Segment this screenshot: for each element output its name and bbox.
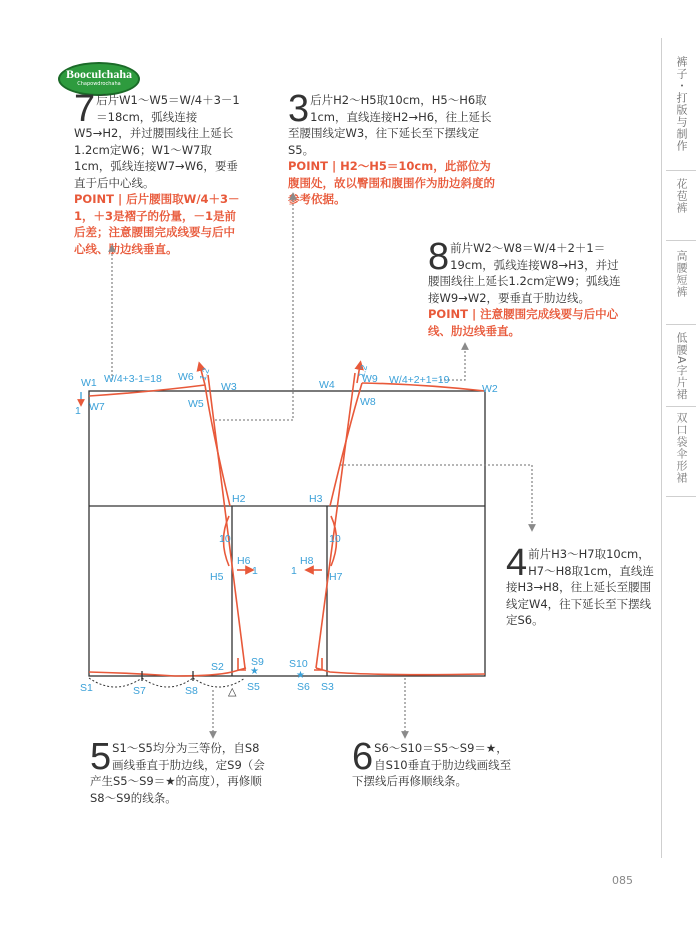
step-number-5: 5 — [90, 736, 112, 778]
star-mark-back: ★ — [250, 666, 259, 677]
label-h5: H5 — [210, 571, 224, 583]
sidebar-separator — [666, 240, 696, 241]
note-3-text: 后片H2～H5取10cm，H5～H6取1cm，直线连接H2→H6，往上延长至腰围线定W3，往下延长至下摆线定S5。 — [288, 93, 492, 157]
label-w7: W7 — [89, 401, 105, 413]
sidebar-separator — [666, 170, 696, 171]
label-one-w: 1 — [75, 405, 81, 417]
step-number-4: 4 — [506, 542, 528, 584]
sidebar-tab-1-label: 花苞裤 — [675, 178, 688, 214]
label-1-2-right: 1.2 — [356, 363, 370, 379]
step-number-6: 6 — [352, 736, 374, 778]
draft-frame — [89, 391, 485, 676]
outer-rectangle — [89, 391, 485, 676]
note-4-text: 前片H3～H7取10cm，H7～H8取1cm，直线连接H3→H8，往上延长至腰围线定W4，往下延长至下摆线定S6。 — [506, 547, 654, 627]
label-s7: S7 — [133, 685, 146, 697]
page-number: 085 — [612, 874, 633, 887]
label-w8: W8 — [360, 396, 376, 408]
step-number-3: 3 — [288, 88, 310, 130]
division-arc-3 — [193, 678, 245, 687]
sidebar-tab-2-label: 高腰短裤 — [675, 250, 688, 298]
sidebar-tab-4[interactable] — [662, 412, 700, 496]
step-number-7: 7 — [74, 88, 96, 130]
label-h6: H6 — [237, 555, 251, 567]
label-s6: S6 — [297, 681, 310, 693]
sidebar-separator — [666, 324, 696, 325]
label-w2: W2 — [482, 383, 498, 395]
sidebar-tab-2[interactable] — [662, 250, 700, 320]
label-1-2-left: 1.2 — [197, 366, 212, 382]
note-8-point: POINT | 注意腰围完成线要与后中心线、肋边线垂直。 — [428, 307, 619, 338]
label-w9: W9 — [362, 373, 378, 385]
label-s1: S1 — [80, 682, 93, 694]
note-8-text: 前片W2～W8＝W/4＋2＋1＝19cm，弧线连接W8→H3，并过腰围线往上延长1.2cm定W9；弧线连接W9→W2，要垂直于肋边线。 — [428, 241, 621, 305]
note-7-text: 后片W1～W5＝W/4＋3－1＝18cm，弧线连接W5→H2，并过腰围线往上延长1.2cm定W6；W1～W7取1cm，弧线连接W7→W6，要垂直于后中心线。 — [74, 93, 240, 190]
hem-division-arcs — [89, 678, 245, 687]
publisher-logo: Booculchaha Chapowdrochaha — [58, 62, 140, 96]
label-front-waist-formula: W/4+2+1=19 — [389, 374, 450, 386]
note-7-point: POINT | 后片腰围取W/4＋3－1，＋3是褶子的份量，－1是前后差；注意腰围完成线要与后中心线、肋边线垂直。 — [74, 192, 240, 256]
label-s2: S2 — [211, 661, 224, 673]
point-labels — [75, 364, 498, 697]
label-h3: H3 — [309, 493, 323, 505]
sidebar-tab-3-label: 低腰A字片裙 — [675, 332, 688, 401]
note-5-text: S1～S5均分为三等份，自S8画线垂直于肋边线，定S9（会产生S5～S9＝★的高度），再修顺S8～S9的线条。 — [90, 741, 265, 805]
label-back-waist-formula: W/4+3-1=18 — [104, 373, 162, 385]
label-ten-right: 10 — [329, 533, 341, 545]
label-s3: S3 — [321, 681, 334, 693]
triangle-mark: △ — [228, 686, 237, 698]
sidebar-separator — [666, 496, 696, 497]
label-w5: W5 — [188, 398, 204, 410]
star-mark-front: ★ — [296, 670, 305, 681]
label-ten-left: 10 — [219, 533, 231, 545]
label-h2: H2 — [232, 493, 246, 505]
label-w4: W4 — [319, 379, 335, 391]
sidebar-separator — [666, 406, 696, 407]
sidebar-tab-1[interactable] — [662, 178, 700, 238]
note-6-text: S6～S10＝S5～S9＝★，自S10垂直于肋边线画线至下摆线后再修顺线条。 — [352, 741, 512, 788]
guide-arrow-4 — [340, 465, 532, 528]
front-side-straight — [316, 373, 355, 668]
label-w6: W6 — [178, 371, 194, 383]
label-w3: W3 — [221, 381, 237, 393]
label-s5: S5 — [247, 681, 260, 693]
label-s8: S8 — [185, 685, 198, 697]
sidebar-tab-3[interactable] — [662, 332, 700, 412]
note-3-point: POINT | H2～H5＝10cm，此部位为腹围处，故以臀围和腹围作为肋边斜度的参考依据。 — [288, 159, 495, 206]
sidebar-tab-4-label: 双口袋伞形裙 — [675, 412, 688, 484]
pattern-lines — [89, 365, 485, 676]
label-s10: S10 — [289, 658, 308, 670]
front-hem-curve — [316, 668, 485, 675]
step-number-8: 8 — [428, 236, 450, 278]
chapter-sidebar — [661, 38, 700, 858]
label-s9: S9 — [251, 656, 264, 668]
label-one-h-left: 1 — [252, 565, 258, 577]
sidebar-tab-active[interactable] — [662, 56, 700, 186]
label-w1: W1 — [81, 377, 97, 389]
label-h8: H8 — [300, 555, 314, 567]
label-one-h-right: 1 — [291, 565, 297, 577]
label-h7: H7 — [329, 571, 343, 583]
guide-lines — [112, 196, 532, 735]
sidebar-tab-active-label: 裤子・打版与制作 — [675, 56, 688, 152]
